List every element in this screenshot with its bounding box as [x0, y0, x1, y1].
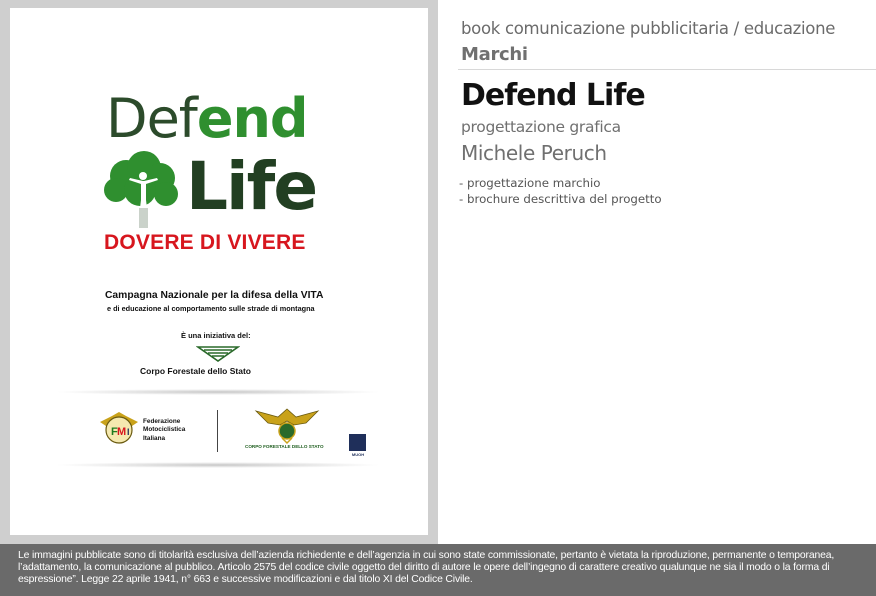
- initiative-label: È una iniziativa del:: [181, 331, 251, 340]
- logo-defend: [106, 87, 308, 150]
- eagle-emblem-icon: [254, 405, 320, 445]
- copyright-disclaimer: Le immagini pubblicate sono di titolarità esclusiva dell’azienda richiedente e dell’agenzia in cui sono state commissionate, pertanto è vietata la riproduzione, permanente o temporanea, l’adattamento, la comunicazione al pubblico. Articolo 2575 del codice civile oggetto del diritto di autore le opere dell’ingegno di carattere creativo qualunque ne sia il modo o la forma di espressione”. Legge 22 aprile 1941, n° 663 e successive modificazioni e dal titolo XI del Codice Civile.: [18, 550, 835, 585]
- partner-muoh-name: MUOH: [351, 452, 365, 457]
- category-label: book comunicazione pubblicitaria / educazione: [461, 19, 836, 38]
- tagline: DOVERE DI VIVERE: [104, 231, 306, 254]
- divider: [54, 389, 382, 395]
- list-item: - brochure descrittiva del progetto: [459, 192, 662, 206]
- list-item: - progettazione marchio: [459, 176, 601, 190]
- logo-end-text: end: [196, 87, 308, 150]
- campaign-subtitle: e di educazione al comportamento sulle strade di montagna: [107, 304, 315, 313]
- project-title: Defend Life: [461, 78, 645, 113]
- footer-bar: [0, 544, 876, 596]
- task-list: [459, 175, 662, 207]
- svg-text:F: F: [111, 426, 118, 438]
- subcategory-label: Marchi: [461, 44, 528, 65]
- project-role: progettazione grafica: [461, 118, 621, 136]
- campaign-title: Campagna Nazionale per la difesa della VITA: [105, 290, 324, 301]
- forestry-emblem-icon: [196, 345, 240, 363]
- logo-life-text: Life: [186, 148, 317, 225]
- svg-text:I: I: [127, 427, 130, 437]
- header-rule: [458, 69, 876, 70]
- partner-fmi-name: Federazione Motociclistica Italiana: [143, 418, 186, 442]
- fmi-logo-icon: [98, 410, 140, 446]
- partner-divider: [217, 410, 218, 452]
- tree-person-icon: [96, 150, 186, 228]
- svg-text:M: M: [117, 426, 127, 438]
- author-name: Michele Peruch: [461, 141, 607, 165]
- muoh-logo-icon: [349, 434, 366, 451]
- partner-cfs-name: CORPO FORESTALE DELLO STATO: [245, 444, 324, 449]
- organization-name: Corpo Forestale dello Stato: [140, 366, 251, 376]
- divider-bottom: [54, 462, 382, 468]
- logo-def-text: Def: [106, 87, 197, 150]
